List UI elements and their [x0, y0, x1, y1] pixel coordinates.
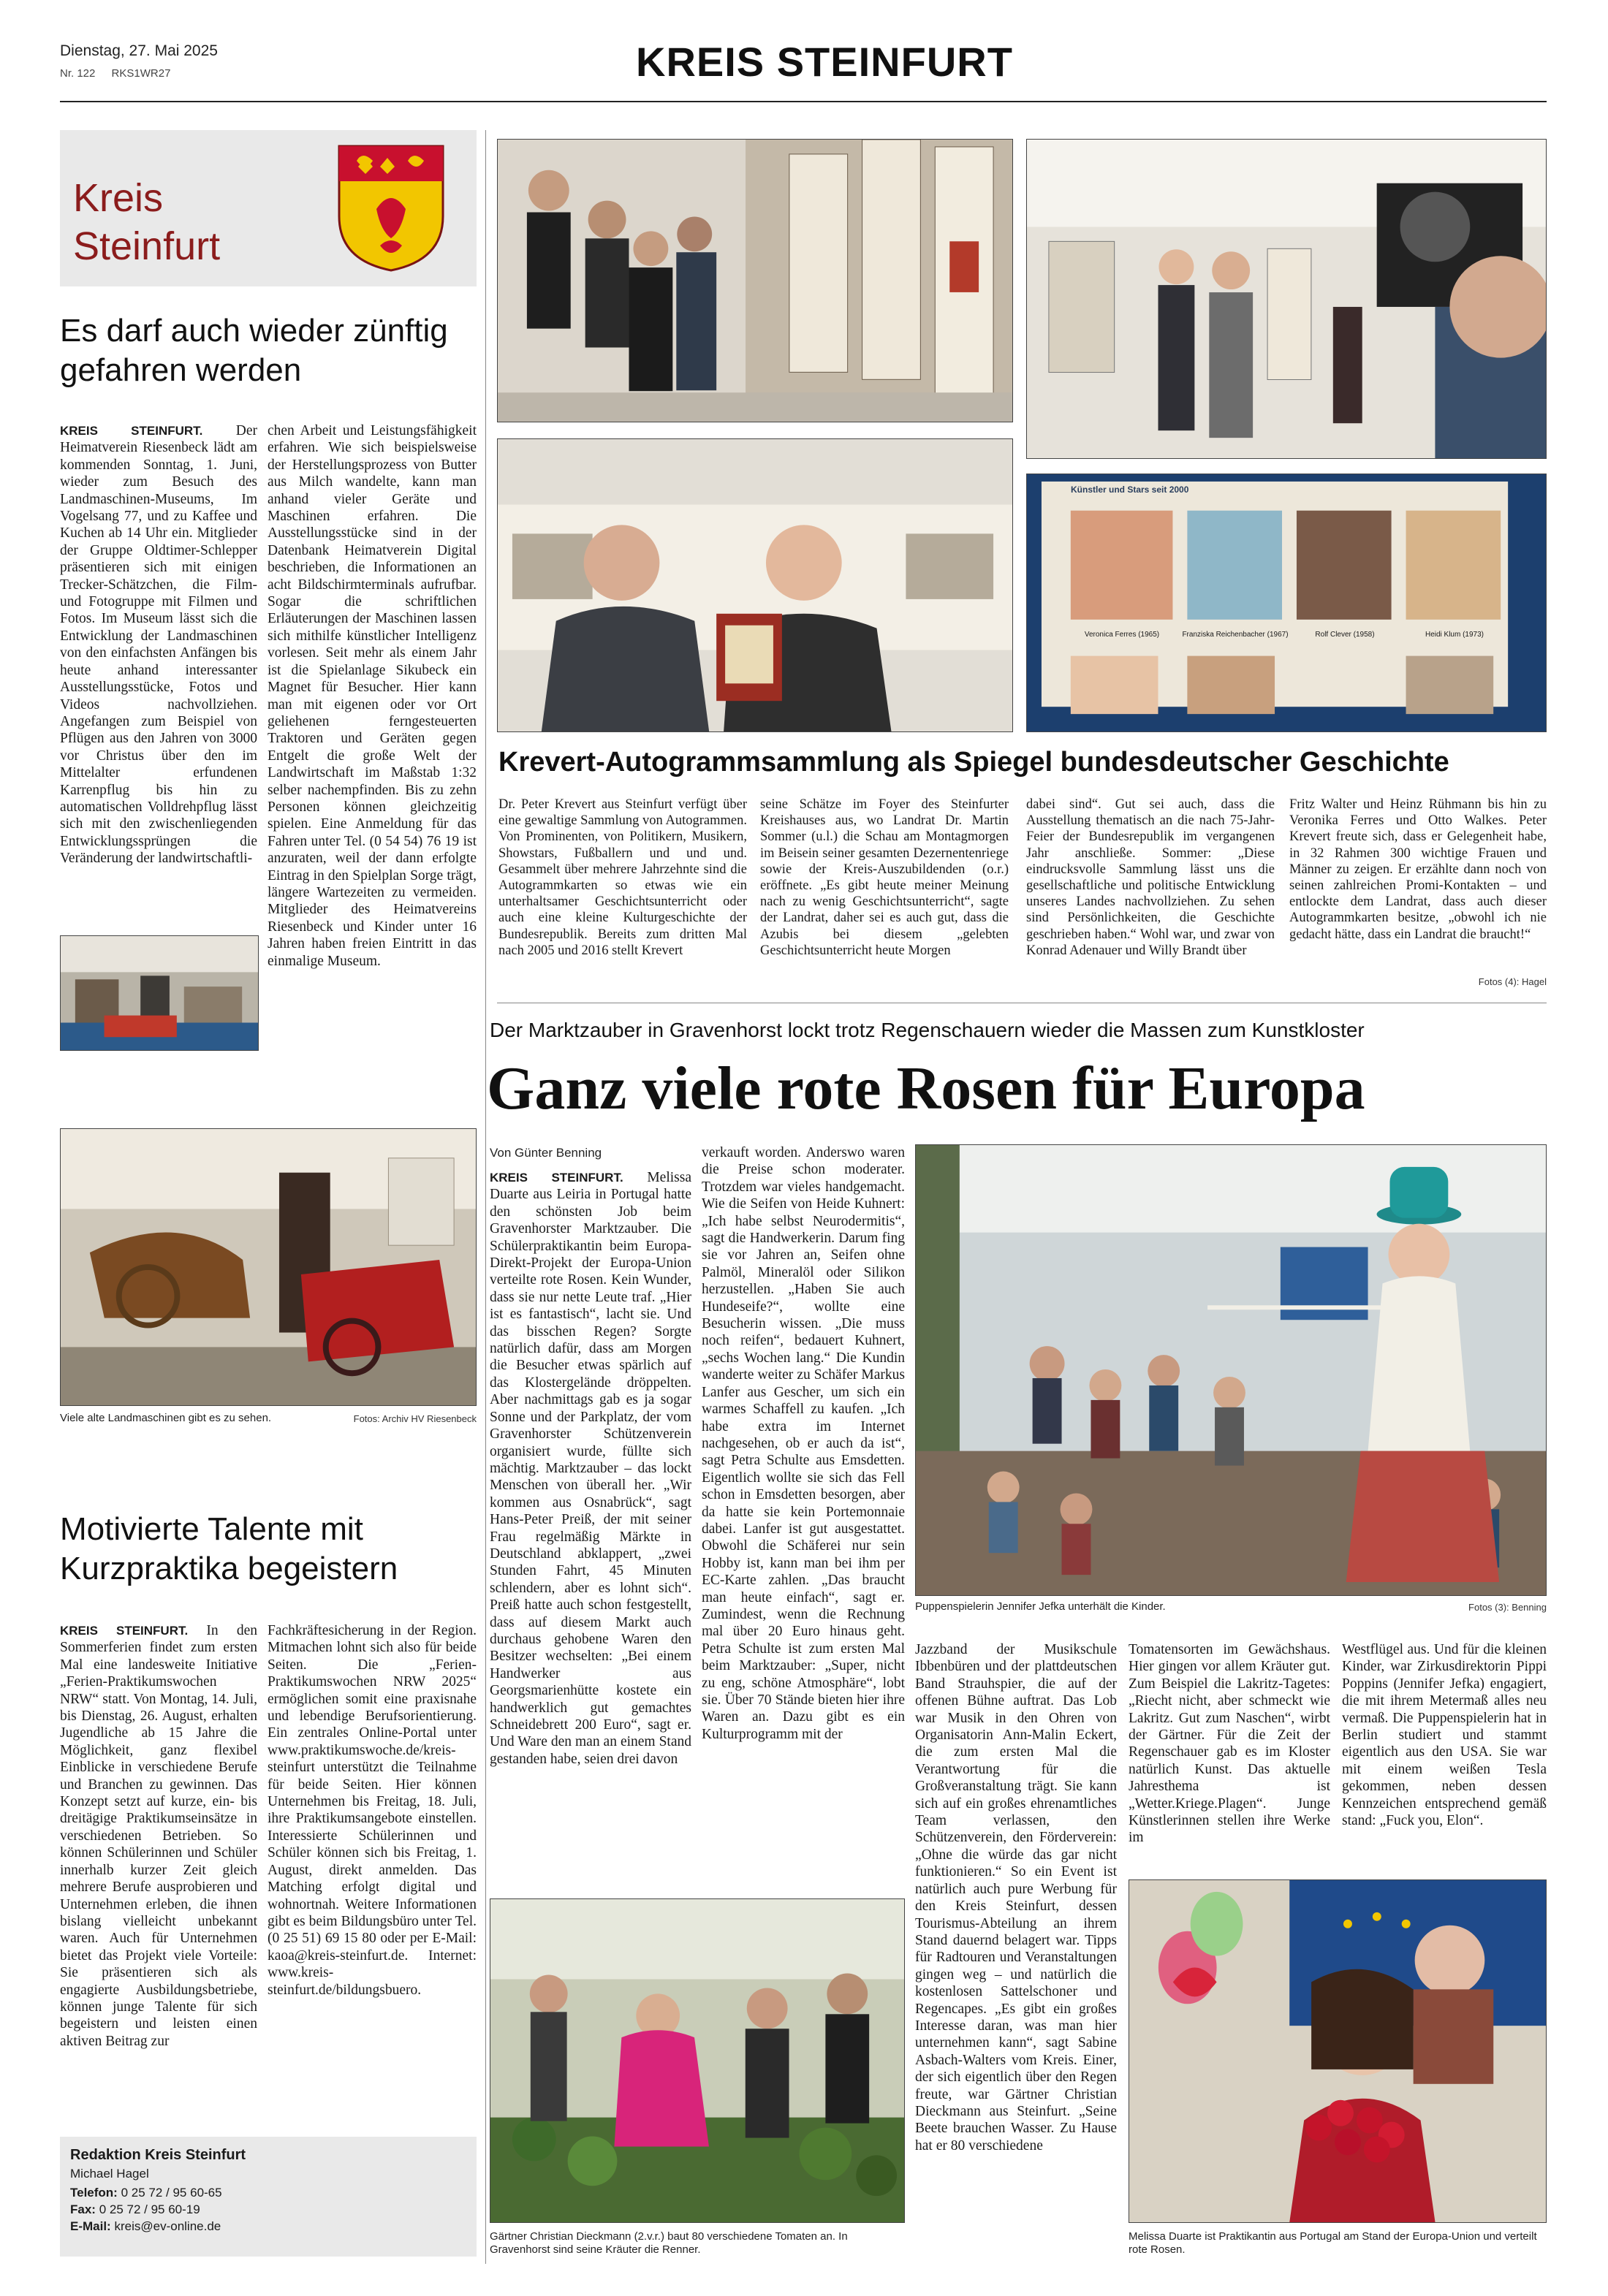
issue-number: Nr. 122	[60, 67, 96, 80]
section-title: KREIS STEINFURT	[636, 39, 1013, 85]
redaktion-box	[60, 2137, 477, 2257]
museum-caption: Viele alte Landmaschinen gibt es zu sehen.	[60, 1412, 272, 1424]
rosen-dateline: KREIS STEINFURT.	[490, 1171, 623, 1185]
krevert-col-2: seine Schätze im Foyer des Steinfurter Kreishauses aus, wo Landrat Dr. Martin Sommer (u.l.) die Schau am Montagmorgen im Beisein seiner gesamten Dezernentenriege sowie der Kreis-Auszubildenden (o.r.) eröffnete. „Es gibt heute meiner Meinung nach zu wenig Geschichtsunterricht“, sagte der Landrat, daher sei es auch gut, dass die Azubis bei diesem „gelebten Geschichtsunterricht heute Morgen	[760, 797, 1009, 958]
fax-value: 0 25 72 / 95 60-19	[99, 2202, 200, 2216]
redaktion-email	[70, 2218, 466, 2235]
email-label: E-Mail:	[70, 2219, 111, 2233]
rosen-col-4	[1129, 1641, 1330, 1847]
museum-text-1: Der Heimatverein Riesenbeck lädt am kommenden Sonntag, 1. Juni, wieder zum Besuch des Landmaschinen-Museums, Im Vogelsang 77, und zu Kaffee und Kuchen ab 14 Uhr ein. Mitglieder der Gruppe Oldtimer-Schlepper präsentieren sich mit einigen Trecker-Schätzchen, die Film- und Fotogruppe mit Filmen und Fotos. Im Museum lässt sich die Entwicklung der Landmaschinen von den einfachsten Anfängen bis heute anhand interessanter Ausstellungsstücke, Fotos und Videos nachvollziehen. Angefangen zum Beispiel von Pflügen aus den Jahren von 3000 vor Christus über den im Mittelalter erfundenen Karrenpflug bis hin zu automatischen Volldrehpflug lässt sich mit den zwischenliegenden Entwicklungssprüngen die Veränderung der landwirtschaftli-	[60, 423, 258, 867]
melissa-caption: Melissa Duarte ist Praktikantin aus Portugal am Stand der Europa-Union und verteilt rote Rosen.	[1129, 2230, 1537, 2256]
talente-col-2	[268, 1622, 477, 1999]
poster-name-4: Heidi Klum (1973)	[1425, 631, 1484, 639]
krevert-credit: Fotos (4): Hagel	[1437, 976, 1547, 987]
rosen-kicker: Der Marktzauber in Gravenhorst lockt trotz Regenschauern wieder die Massen zum Kunstkloster	[490, 1019, 1365, 1041]
rosen-text-4: Tomatensorten im Gewächshaus. Hier gingen vor allem Kräuter gut. Zum Beispiel die Lakritz-Tagetes: „Riecht nicht, aber schmeckt wie Lakritz. Gut zum Naschen“, wirbt der Gärtner. Für die Zeit der Regenschauer gab es im Kloster natürlich Kunst. Das aktuelle Jahresthema ist „Wetter.Kriege.Plagen“. Junge Künstlerinnen stellen ihre Werke im	[1129, 1642, 1330, 1846]
issue-code: RKS1WR27	[111, 67, 171, 80]
rosen-text-3: Jazzband der Musikschule Ibbenbüren und der plattdeutschen Band Strauhspier, die auf der offenen Bühne auftrat. Das Lob war Musik in den Ohren von Organisatorin Ann-Malin Eckert, die zum ersten Mal die Verantwortung für die Großveranstaltung trägt. Sie kann sich auf ein großes ehrenamtliches Team verlassen, den Schützenverein, den Förderverein: „Ohne die würde das gar nicht funktionieren.“ So ein Event ist natürlich auch pure Werbung für den Kreis Steinfurt, dessen Tourismus-Abteilung an ihrem Stand dauernd belagert war. Tipps für Radtouren und Veranstaltungen gingen weg – und natürlich die kostenlosen Sattelschoner und Regencapes. „Es gibt ein großes Interesse daran, was man hier unternehmen kann“, sagt Sabine Asbach-Walters vom Kreis. Einer, der sich eigentlich über den Regen freute, war Gärtner Christian Dieckmann aus Steinfurt. „Seine Beete brauchen Wasser. Zu Hause hat er 80 verschiedene	[915, 1642, 1117, 2154]
brand-box	[60, 130, 477, 286]
krevert-col-3: dabei sind“. Gut sei auch, dass die Ausstellung thematisch an die nach 75-Jahr-Feier der Bundesrepublik im vergangenen Jahr anschließe. Sommer: „Diese eindrucksvolle Sammlung lässt uns die gesellschaftliche und politische Entwicklung unseres Landes nachvollziehen. Zu sehen sind Persönlichkeiten, die Geschichte geschrieben haben.“ Wohl war, und zwar von Konrad Adenauer und Willy Brandt über	[1026, 797, 1275, 958]
talente-text-1: In den Sommerferien findet zum ersten Mal eine landesweite Initiative „Ferien-Praktikumswochen NRW“ statt. Von Montag, 14. Juli, bis Dienstag, 26. August, erhalten Jugendliche ab 15 Jahre die Möglichkeit, ganz flexibel Einblicke in verschiedene Berufe und Branchen zu gewinnen. Das Konzept setzt auf kurze, ein- bis dreitägige Praktikumseinsätze in verschiedenen Betrieben. So können Schülerinnen und Schüler innerhalb kurzer Zeit gleich mehrere Berufe ausprobieren und Unternehmen erleben, die ihnen bislang vielleicht unbekannt waren. Auch für Unternehmen bietet das Projekt viele Vorteile: Sie präsentieren sich als engagierte Ausbildungsbetriebe, können junge Talente für sich begeistern und leisten einen aktiven Beitrag zur	[60, 1623, 257, 2049]
museum-col-1	[60, 422, 257, 867]
museum-text-2: chen Arbeit und Leistungsfähigkeit erfahren. Wie sich beispielsweise der Herstellungsprozess von Butter aus Milch wandelte, kann man anhand vieler Geräte und Maschinen erfahren. Die Ausstellungsstücke sind in der Datenbank Heimatverein Digital beschrieben, die Informationen an acht Bildschirmterminals aufrufbar. Sogar die schriftlichen Erläuterungen der Maschinen lassen sich mithilfe künstlicher Intelligenz vorlesen. Seit mehr als einem Jahr ist die Spielanlage Sikubeck ein Magnet für Besucher. Hier kann man mit eigenen oder vor Ort geliehenen ferngesteuerten Traktoren und Geräten gegen Entgelt die große Welt der Landwirtschaft im Maßstab 1:32 selber nachempfinden. Bis zu zehn Personen können gleichzeitig spielen. Eine Anmeldung für das Fahren unter Tel. (0 54 54) 76 19 ist anzuraten, weil der dann erfolgte Eintrag in den Spielplan Sorge trägt, längere Wartezeiten zu vermeiden. Mitglieder des Heimatvereins Riesenbeck und Kinder unter 16 Jahren haben freien Eintritt in das einmalige Museum.	[268, 423, 477, 969]
krevert-col-1: Dr. Peter Krevert aus Steinfurt verfügt über eine gewaltige Sammlung von Autogrammen. Von Prominenten, von Politikern, Musikern, Showstars, Fußballern und und und. Gesammelt über mehrere Jahrzehnte sind die Autogrammkarten so etwas wie ein unterhaltsamer Geschichtsunterricht oder auch eine kleine Kulturgeschichte der Bundesrepublik. Bereits zum dritten Mal nach 2005 und 2016 stellt Krevert	[498, 797, 747, 958]
puppet-caption: Puppenspielerin Jennifer Jefka unterhält die Kinder.	[915, 1600, 1166, 1613]
redaktion-title: Redaktion Kreis Steinfurt	[70, 2147, 246, 2163]
puppet-credit: Fotos (3): Benning	[1468, 1602, 1547, 1613]
rosen-headline: Ganz viele rote Rosen für Europa	[487, 1054, 1365, 1122]
header-rule	[60, 101, 1547, 102]
redaktion-name: Michael Hagel	[70, 2167, 149, 2181]
rosen-photo-melissa	[1129, 1879, 1547, 2223]
rosen-col-3	[915, 1641, 1117, 2154]
header-issue	[60, 67, 170, 80]
museum-photo-small	[60, 935, 259, 1051]
email-value: kreis@ev-online.de	[114, 2219, 221, 2233]
rosen-photo-gardener	[490, 1898, 905, 2223]
poster-name-2: Franziska Reichenbacher (1967)	[1182, 631, 1289, 639]
museum-photo-large	[60, 1128, 477, 1406]
rosen-text-5: Westflügel aus. Und für die kleinen Kinder, war Zirkusdirektorin Pippi Poppins (Jennifer Jefka) engagiert, die mit ihrem Metermaß alles neu vermaß. Die Puppenspielerin hat in Berlin studiert und stammt eigentlich aus den USA. Sie war mit einem weißen Tesla gekommen, neben dessen Kennzeichen entsprechend gemäß stand: „Fuck you, Elon“.	[1342, 1642, 1547, 1829]
redaktion-phone	[70, 2184, 466, 2201]
rosen-byline: Von Günter Benning	[490, 1146, 602, 1160]
rosen-col-2	[702, 1144, 905, 1743]
coat-of-arms-icon	[336, 143, 446, 273]
header-date: Dienstag, 27. Mai 2025	[60, 42, 218, 59]
museum-col-2	[268, 422, 477, 970]
talente-headline: Motivierte Talente mit Kurzpraktika begeistern	[60, 1511, 398, 1586]
redaktion-fax	[70, 2201, 466, 2218]
talente-col-1	[60, 1622, 257, 2050]
phone-value: 0 25 72 / 95 60-65	[121, 2186, 222, 2200]
krevert-photo-visitors	[497, 139, 1013, 422]
museum-dateline: KREIS STEINFURT.	[60, 424, 203, 438]
poster-name-3: Rolf Clever (1958)	[1315, 631, 1375, 639]
poster-title: Künstler und Stars seit 2000	[1071, 484, 1189, 495]
museum-credit: Fotos: Archiv HV Riesenbeck	[353, 1413, 477, 1424]
rosen-col-1	[490, 1169, 691, 1768]
rosen-photo-puppet	[915, 1144, 1547, 1596]
talente-text-2: Fachkräftesicherung in der Region. Mitmachen lohnt sich also für beide Seiten. Die „Ferien-Praktikumswochen NRW 2025“ ermöglichen somit eine praxisnahe und lebendige Berufsorientierung. Ein zentrales Online-Portal unter www.praktikumswoche.de/kreis-steinfurt unterstützt die Teilnahme für beide Seiten. Hier können Unternehmen bis Freitag, 18. Juli, ihre Praktikumsangebote einstellen. Interessierte Schülerinnen und Schüler können sich bis Freitag, 1. August, direkt anmelden. Das Matching erfolgt digital und wohnortnah. Weitere Informationen gibt es beim Bildungsbüro unter Tel. (0 25 51) 69 15 80 oder per E-Mail: kaoa@kreis-steinfurt.de. Internet: www.kreis-steinfurt.de/bildungsbuero.	[268, 1623, 477, 1998]
fax-label: Fax:	[70, 2202, 96, 2216]
phone-label: Telefon:	[70, 2186, 118, 2200]
talente-dateline: KREIS STEINFURT.	[60, 1624, 189, 1638]
krevert-photo-opening	[1026, 139, 1547, 459]
rosen-text-1: Melissa Duarte aus Leiria in Portugal hatte den schönsten Job beim Gravenhorster Marktzauber. Die Schülerpraktikantin beim Europa-Direkt-Projekt der Europa-Union verteilte rote Rosen. Kein Wunder, dass sie nur nette Leute traf. „Hier ist es fantastisch“, lacht sie. Und das bisschen Regen? Sorgte natürlich dafür, dass am Morgen die Besucher etwas spärlich auf das Klostergelände dröppelten. Aber nachmittags gab es ja sogar Sonne und der Parkplatz, der vom Gravenhorster Schützenverein organisiert wurde, füllte sich mächtig. Marktzauber – das lockt Menschen von überall her. „Wir kommen aus Osnabrück“, sagt Hans-Peter Preiß, der mit seiner Frau regelmäßig Märkte in Deutschland abklappert, „zwei Stunden Fahrt, 45 Minuten schlendern, aber es lohnt sich“. Preiß hatte auch schon festgestellt, dass auf diesem Markt auch durchaus gehobene Waren den Besitzer wechselten: „Bei einem Handwerker aus Georgsmarienhütte kostete ein handwerklich gut gemachtes Schneidebrett 200 Euro“, sagt er. Und Ware den man an einem Stand gestanden habe, seien drei davon	[490, 1170, 692, 1767]
krevert-headline: Krevert-Autogrammsammlung als Spiegel bundesdeutscher Geschichte	[498, 747, 1449, 778]
rosen-col-5	[1342, 1641, 1547, 1829]
gardener-caption: Gärtner Christian Dieckmann (2.v.r.) baut 80 verschiedene Tomaten an. In Gravenhorst sind seine Kräuter die Renner.	[490, 2230, 848, 2256]
brand-line-2: Steinfurt	[73, 224, 221, 268]
column-separator	[485, 130, 486, 2264]
krevert-photo-landrat	[497, 438, 1013, 732]
brand-line-1: Kreis	[73, 176, 164, 220]
krevert-photo-poster	[1026, 474, 1547, 732]
krevert-col-4: Fritz Walter und Heinz Rühmann bis hin zu Veronika Ferres und Otto Walkes. Peter Krevert freute sich, dass er Gelegenheit habe, in 32 Rahmen 300 wichtige Frauen und Männer zu zeigen. Er erzählte dann noch von seinen zahlreichen Promi-Kontakten – und entlockte dem Landrat, dass auch dieser Autogrammkarten besitze, „obwohl ich nie gedacht hätte, dass ein Landrat die braucht!“	[1289, 797, 1547, 942]
rosen-text-2: verkauft worden. Anderswo waren die Preise schon moderater. Trotzdem war vieles handgemacht. Wie die Seifen von Heide Kuhnert: „Ich habe selbst Neurodermitis“, sagt die Handwerkerin. Darum fing sie vor Jahren an, Seifen ohne Palmöl, Mineralöl oder Silikon herzustellen. „Haben Sie auch Hundeseife?“, wollte eine Besucherin wissen. „Die muss noch reifen“, bedauert Kuhnert, „sechs Wochen lang.“ Die Kundin wanderte weiter zu Schäfer Markus Lanfer aus Gescher, um sich ein warmes Schaffell zu kaufen. „Ich habe extra im Internet nachgesehen, ob er auch da ist“, sagt Petra Schulte aus Emsdetten. Eigentlich wollte sie sich das Fell schon in Emsdetten besorgen, aber da hatte sie kein Portemonnaie dabei. Lanfer ist gut ausgestattet. Obwohl die Schäferei nur sein Hobby ist, kann man bei ihm per EC-Karte zahlen. „Das braucht man heute einfach“, sagt er. Zumindest, wenn die Rechnung mal über 20 Euro hinaus geht. Petra Schulte ist zum ersten Mal beim Marktzauber: „Super, nicht zu eng, schöne Atmosphäre“, lobt sie. Über 70 Stände bieten hier ihre Waren an. Dazu gibt es ein Kulturprogramm mit der	[702, 1145, 905, 1742]
poster-name-1: Veronica Ferres (1965)	[1084, 631, 1160, 639]
museum-headline: Es darf auch wieder zünftig gefahren werden	[60, 313, 448, 388]
